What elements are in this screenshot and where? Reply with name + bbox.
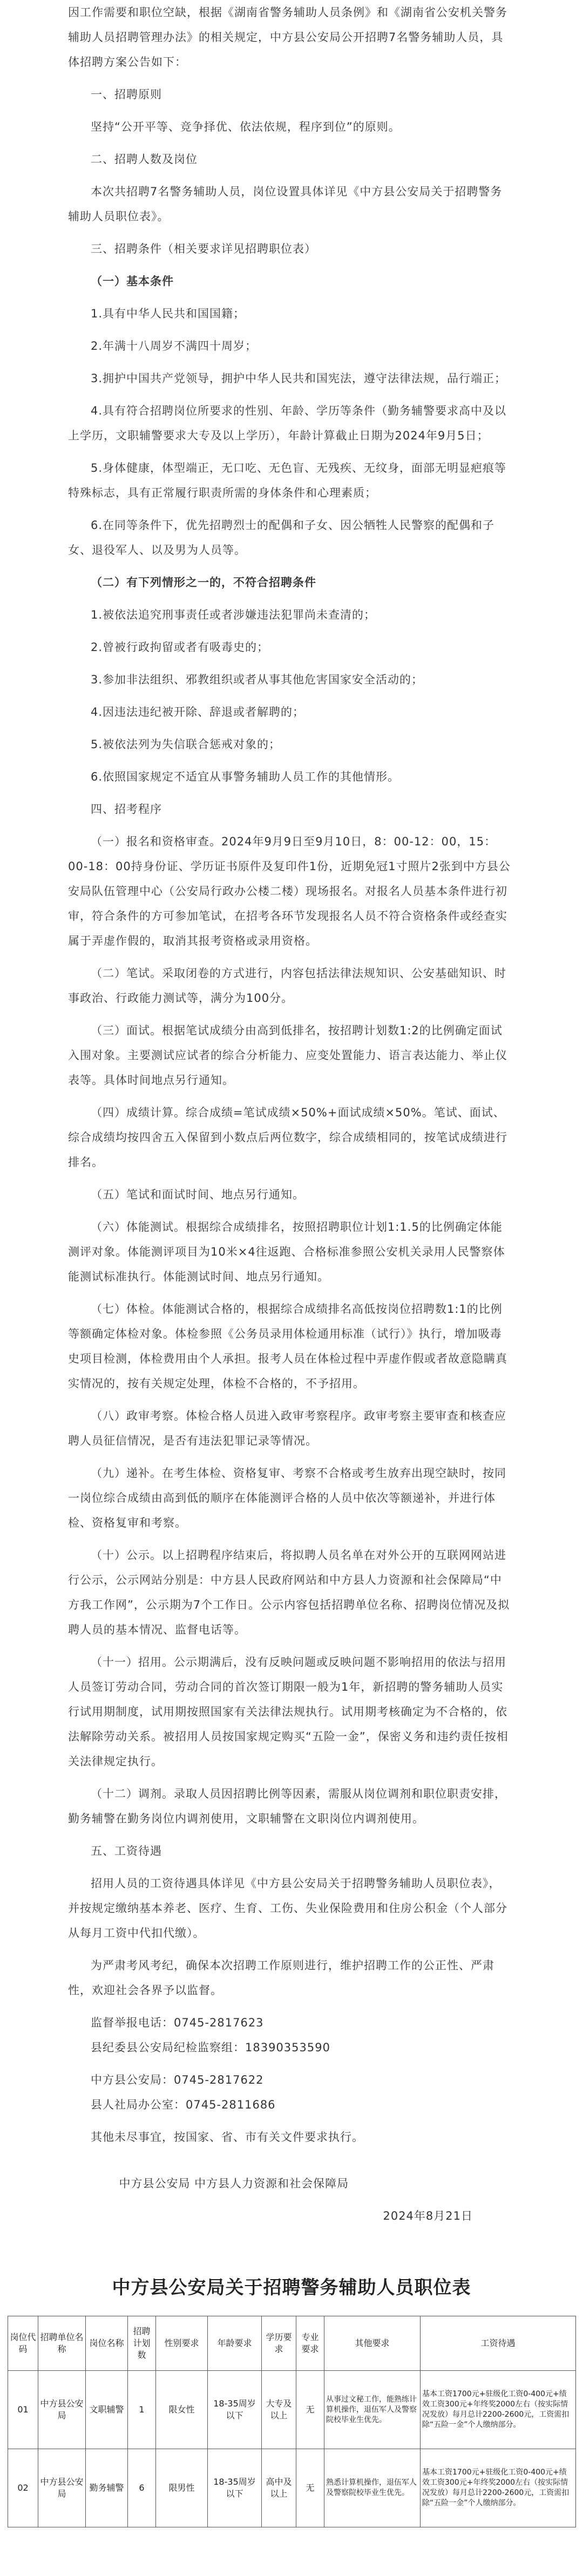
header-position-code: 岗位代码 [8, 2316, 38, 2371]
article-paragraph: （八）政审考察。体检合格人员进入政审考察程序。政审考察主要审查和核查应聘人员征信情况，是否有违法犯罪记录等情况。 [68, 1409, 506, 1447]
article-paragraph: 6.依照国家规定不适宜从事警务辅助人员工作的其他情形。 [91, 770, 400, 783]
article-paragraph: （二）有下列情形之一的，不符合招聘条件 [91, 576, 316, 589]
cell-salary: 基本工资1700元+驻级化工资0-400元+绩效工资300元+年终奖2000左右（按实际情况发放）每月总计2200-2600元，工资需扣除“五险一金”个人缴纳部分。 [421, 2449, 576, 2527]
article-paragraph: 2.曾被行政拘留或者有吸毒史的； [91, 641, 269, 654]
article-paragraph: 6.在同等条件下，优先招聘烈士的配偶和子女、因公牺牲人民警察的配偶和子女、退役军人、以及男为人员等。 [68, 519, 495, 557]
job-table-wrap [8, 2316, 575, 2527]
article-paragraph: 其他未尽事宜，按国家、省、市有关文件要求执行。 [91, 2131, 364, 2144]
article-paragraph: 中方县公安局：0745-2817622 [91, 2073, 264, 2086]
article-paragraph: （四）成绩计算。综合成绩=笔试成绩×50%+面试成绩×50%。笔试、面试、综合成绩均按四舍五入保留到小数点后两位数字，综合成绩相同的，按笔试成绩进行排名。 [68, 1106, 507, 1169]
article-paragraph: 一、招聘原则 [91, 88, 162, 101]
cell-other: 从事过文秘工作，能熟练计算机操作，退伍军人及警察院校毕业生优先。 [324, 2371, 421, 2449]
article-paragraph: 五、工资待遇 [91, 1845, 162, 1858]
table-row [8, 2371, 576, 2449]
article-paragraph: 四、招考程序 [91, 803, 162, 816]
article-paragraph: （五）笔试和面试时间、地点另行通知。 [91, 1188, 304, 1201]
cell-major: 无 [296, 2449, 324, 2527]
cell-age: 18-35周岁以下 [208, 2449, 262, 2527]
article-paragraph: 5.身体健康，体型端正，无口吃、无色盲、无残疾、无纹身，面部无明显疤痕等特殊标志，具有正常履行职责所需的身体条件和心理素质； [68, 462, 507, 499]
cell-major: 无 [296, 2371, 324, 2449]
article-paragraph: 坚持“公开平等、竞争择优、依法依规，程序到位”的原则。 [91, 120, 401, 133]
article-paragraph: （一）报名和资格审查。2024年9月9日至9月10日，8：00-12：00，15：00-18：00持身份证、学历证书原件及复印件1份，近期免冠1寸照片2张到中方县公安局队伍管理中心（公安局行政办公楼二楼）现场报名。对报名人员基本条件进行初审，符合条件的方可参加笔试，在招考各环节发现报名人员不符合资格条件或经查实属于弄虚作假的，取消其报考资格或录用资格。 [68, 835, 511, 947]
article-paragraph: （一）基本条件 [91, 275, 174, 288]
cell-education: 高中及以上 [262, 2449, 296, 2527]
cell-plan-count: 6 [128, 2449, 156, 2527]
article-paragraph: 因工作需要和职位空缺，根据《湖南省警务辅助人员条例》和《湖南省公安机关警务辅助人员招聘管理办法》的相关规定，中方县公安局公开招聘7名警务辅助人员，具体招聘方案公告如下： [68, 6, 507, 69]
article-paragraph: 县人社局办公室：0745-2811686 [91, 2098, 276, 2111]
cell-unit-name: 中方县公安局 [38, 2449, 86, 2527]
table-header-row [8, 2316, 576, 2371]
header-major: 专业要求 [296, 2316, 324, 2371]
article-paragraph: （十二）调剂。录取人员因招聘比例等因素，需服从岗位调剂和职位职责安排，勤务辅警在勤务岗位内调剂使用，文职辅警在文职岗位内调剂使用。 [68, 1787, 506, 1825]
article-paragraph: 3.参加非法组织、邪教组织或者从事其他危害国家安全活动的； [91, 673, 424, 686]
cell-age: 18-35周岁以下 [208, 2371, 262, 2449]
article-paragraph: 三、招聘条件（相关要求详见招聘职位表） [91, 242, 316, 255]
article-paragraph: （九）递补。在考生体检、资格复审、考察不合格或考生放弃出现空缺时，按同一岗位综合成绩由高到低的顺序在体能测评合格的人员中依次等额递补，并进行体检、资格复审和考察。 [68, 1467, 506, 1529]
cell-position-name: 勤务辅警 [86, 2449, 128, 2527]
table-title: 中方县公安局关于招聘警务辅助人员职位表 [112, 2277, 471, 2299]
cell-salary: 基本工资1700元+驻级化工资0-400元+绩效工资300元+年终奖2000左右（按实际情况发放）每月总计2200-2600元，工资需扣除“五险一金”个人缴纳部分。 [421, 2371, 576, 2449]
article-paragraph: 2.年满十八周岁不满四十周岁； [91, 340, 257, 352]
article-paragraph: 中方县公安局 中方县人力资源和社会保障局 [119, 2177, 349, 2190]
header-other: 其他要求 [324, 2316, 421, 2371]
article-paragraph: （十）公示。以上招聘程序结束后，将拟聘人员名单在对外公开的互联网网站进行公示，公示网站分别是：中方县人民政府网站和中方县人力资源和社会保障局“中方我工作网”，公示期为7个工作日。公示内容包括招聘单位名称、招聘岗位情况及拟聘人员的基本情况、监督电话等。 [68, 1549, 510, 1636]
job-position-table [8, 2316, 576, 2527]
article-paragraph: 1.具有中华人民共和国国籍； [91, 307, 246, 320]
cell-position-name: 文职辅警 [86, 2371, 128, 2449]
article-paragraph: 二、招聘人数及岗位 [91, 153, 198, 166]
article-paragraph: （三）面试。根据笔试成绩分由高到低排名，按招聘计划数1:2的比例确定面试入围对象。主要测试应试者的综合分析能力、应变处置能力、语言表达能力、举止仪表等。具体时间地点另行通知。 [68, 1024, 507, 1087]
article-paragraph: （六）体能测试。根据综合成绩排名，按照招聘职位计划1:1.5的比例确定体能测评对象。体能测评项目为10米×4往返跑、合格标准参照公安机关录用人民警察体能测试标准执行。体能测试时间、地点另行通知。 [68, 1221, 505, 1283]
cell-other: 熟悉计算机操作，退伍军人及警察院校毕业生优先。 [324, 2449, 421, 2527]
article-paragraph: 为严肃考风考纪，确保本次招聘工作原则进行，维护招聘工作的公正性、严肃性，欢迎社会各界予以监督。 [68, 1959, 494, 1997]
header-unit-name: 招聘单位名称 [38, 2316, 86, 2371]
article-paragraph: 监督举报电话：0745-2817623 [91, 2016, 264, 2029]
article-paragraph: 3.拥护中国共产党领导，拥护中华人民共和国宪法，遵守法律法规，品行端正； [91, 372, 507, 385]
article-paragraph: 县纪委县公安局纪检监察组：18390353590 [91, 2041, 330, 2054]
article-paragraph: 4.因违法违纪被开除、辞退或者解聘的； [91, 706, 305, 718]
article-paragraph: 2024年8月21日 [383, 2209, 473, 2222]
cell-unit-name: 中方县公安局 [38, 2371, 86, 2449]
header-position-name: 岗位名称 [86, 2316, 128, 2371]
header-education: 学历要求 [262, 2316, 296, 2371]
header-plan-count: 招聘计划数 [128, 2316, 156, 2371]
article-paragraph: 4.具有符合招聘岗位所要求的性别、年龄、学历等条件（勤务辅警要求高中及以上学历，文职辅警要求大专及以上学历），年龄计算截止日期为2024年9月5日； [68, 404, 507, 442]
cell-education: 大专及以上 [262, 2371, 296, 2449]
cell-gender: 限男性 [156, 2449, 208, 2527]
article-paragraph: （二）笔试。采取闭卷的方式进行，内容包括法律法规知识、公安基础知识、时事政治、行政能力测试等，满分为100分。 [68, 967, 506, 1005]
article-paragraph: 本次共招聘7名警务辅助人员，岗位设置具体详见《中方县公安局关于招聘警务辅助人员职位表》。 [68, 185, 503, 223]
cell-position-code: 02 [8, 2449, 38, 2527]
header-age: 年龄要求 [208, 2316, 262, 2371]
article-paragraph: 招用人员的工资待遇具体详见《中方县公安局关于招聘警务辅助人员职位表》，并按规定缴纳基本养老、医疗、生育、工伤、失业保险费用和住房公积金（个人部分从每月工资中代扣代缴）。 [68, 1877, 507, 1940]
header-gender: 性别要求 [156, 2316, 208, 2371]
cell-position-code: 01 [8, 2371, 38, 2449]
article-paragraph: 1.被依法追究刑事责任或者涉嫌违法犯罪尚未查清的； [91, 608, 376, 621]
article-paragraph: （十一）招用。公示期满后，没有反映问题或反映问题不影响招用的依法与招用人员签订劳动合同，劳动合同的首次签订期限一般为1年，新招聘的警务辅助人员实行试用期制度，试用期按照国家有关法律法规执行。试用期考核确定为不合格的，依法解除劳动关系。被招用人员按国家规定购买“五险一金”，保密义务和违约责任按相关法律规定执行。 [68, 1656, 509, 1768]
cell-plan-count: 1 [128, 2371, 156, 2449]
table-row [8, 2449, 576, 2527]
header-salary: 工资待遇 [421, 2316, 576, 2371]
article-paragraph: 5.被依法列为失信联合惩戒对象的； [91, 738, 281, 751]
cell-gender: 限女性 [156, 2371, 208, 2449]
article-paragraph: （七）体检。体能测试合格的，根据综合成绩排名高低按岗位招聘数1:1的比例等额确定体检对象。体检参照《公务员录用体检通用标准（试行）》执行，增加吸毒史项目检测，体检费用由个人承担。报考人员在体检过程中弄虚作假或者故意隐瞒真实情况的，按有关规定处理，体检不合格的，不予招用。 [68, 1303, 507, 1390]
announcement-body [68, 0, 511, 2228]
